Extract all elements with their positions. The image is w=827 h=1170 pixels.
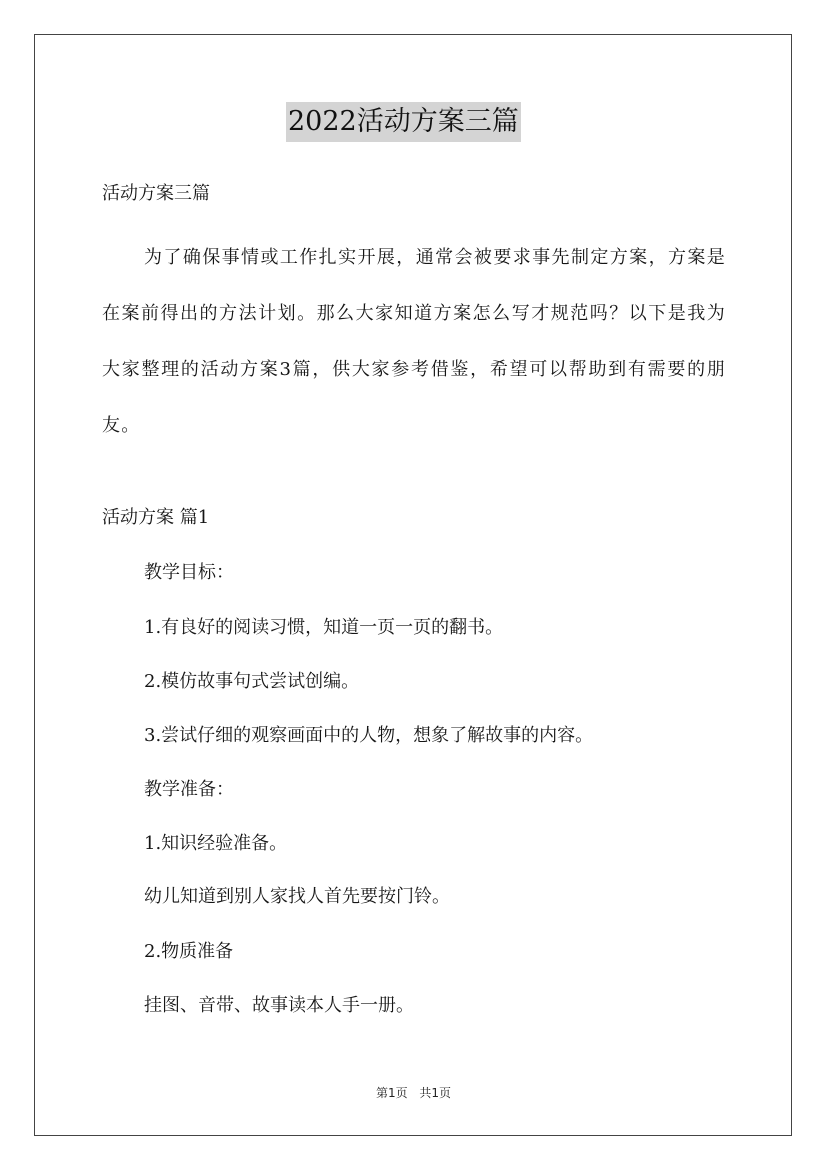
prep-item-2: 2.物质准备	[144, 941, 234, 962]
goals-heading: 教学目标：	[144, 562, 234, 583]
intro-paragraph: 为了确保事情或工作扎实开展，通常会被要求事先制定方案，方案是在案前得出的方法计划。那么大家知道方案怎么写才规范吗？以下是我为大家整理的活动方案3篇，供大家参考借鉴，希望可以帮助到有需要的朋友。	[102, 247, 726, 436]
page-number: 第1页	[375, 1086, 408, 1100]
document-subtitle: 活动方案三篇	[102, 183, 210, 204]
goal-item-2: 2.模仿故事句式尝试创编。	[144, 671, 360, 692]
document-title: 2022活动方案三篇	[286, 102, 521, 142]
prep-item-1: 1.知识经验准备。	[144, 833, 288, 854]
goal-item-3: 3.尝试仔细的观察画面中的人物，想象了解故事的内容。	[144, 725, 594, 746]
section-heading: 活动方案 篇1	[102, 507, 210, 528]
prep-item-1-detail: 幼儿知道到别人家找人首先要按门铃。	[144, 886, 450, 907]
prep-heading: 教学准备：	[144, 779, 234, 800]
goal-item-1: 1.有良好的阅读习惯，知道一页一页的翻书。	[144, 617, 504, 638]
page-total: 共1页	[419, 1086, 452, 1100]
prep-item-2-detail: 挂图、音带、故事读本人手一册。	[144, 995, 414, 1016]
page-footer	[0, 1084, 827, 1101]
